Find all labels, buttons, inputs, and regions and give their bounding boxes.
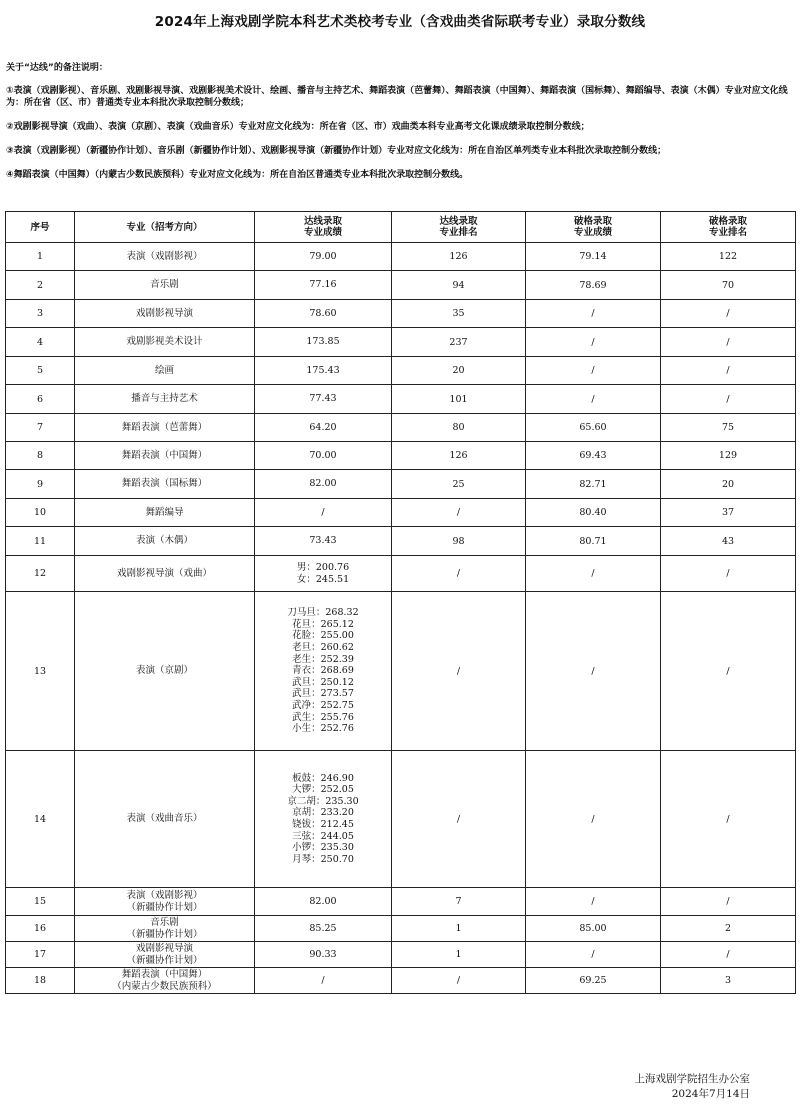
cell-rank: 20 [392,357,526,385]
notes-section [6,62,792,181]
footer-org: 上海戏剧学院招生办公室 [634,1073,750,1085]
cell-no: 16 [6,916,75,942]
cell-exception-score: / [526,592,661,751]
header-exception-score: 破格录取 专业成绩 [526,212,661,243]
cell-no: 12 [6,556,75,592]
cell-exception-rank: 20 [661,470,796,499]
cell-major: 戏剧影视美术设计 [75,328,255,357]
cell-score: 77.43 [255,385,392,414]
cell-no: 11 [6,527,75,556]
cell-score: 90.33 [255,942,392,968]
cell-no: 3 [6,300,75,328]
cell-major: 播音与主持艺术 [75,385,255,414]
cell-major: 戏剧影视导演（戏曲） [75,556,255,592]
table-row [6,442,796,470]
cell-exception-score: / [526,556,661,592]
cell-no: 14 [6,751,75,888]
cell-exception-score: / [526,300,661,328]
table-row [6,751,796,888]
cell-rank: / [392,592,526,751]
cell-rank: / [392,751,526,888]
cell-exception-score: / [526,357,661,385]
cell-exception-rank: / [661,942,796,968]
cell-exception-score: 65.60 [526,414,661,442]
cell-exception-rank: / [661,592,796,751]
cell-score: 板鼓：246.90 大锣：252.05 京二胡：235.30 京胡：233.20 铙钹：212.45 三弦：244.05 小锣：235.30 月琴：250.70 [255,751,392,888]
table-row [6,916,796,942]
cell-exception-score: 80.40 [526,499,661,527]
cell-major: 表演（戏剧影视） [75,243,255,271]
table-row [6,243,796,271]
cell-exception-rank: / [661,357,796,385]
cell-score: / [255,499,392,527]
header-score: 达线录取 专业成绩 [255,212,392,243]
note-item-1: ①表演（戏剧影视）、音乐剧、戏剧影视导演、戏剧影视美术设计、绘画、播音与主持艺术、舞蹈表演（芭蕾舞）、舞蹈表演（中国舞）、舞蹈表演（国标舞）、舞蹈编导、表演（木偶）专业对应文化线为：所在省（区、市）普通类专业本科批次录取控制分数线； [6,86,788,108]
cell-exception-score: 78.69 [526,271,661,300]
cell-score: 78.60 [255,300,392,328]
cell-major: 舞蹈表演（中国舞） [75,442,255,470]
cell-major: 音乐剧 （新疆协作计划） [75,916,255,942]
cell-score: 82.00 [255,470,392,499]
cell-score: 77.16 [255,271,392,300]
cell-exception-rank: 129 [661,442,796,470]
table-row [6,414,796,442]
cell-rank: 237 [392,328,526,357]
cell-no: 10 [6,499,75,527]
table-row [6,592,796,751]
cell-major: 绘画 [75,357,255,385]
cell-score: 70.00 [255,442,392,470]
cell-rank: 126 [392,243,526,271]
header-no: 序号 [6,212,75,243]
table-row [6,968,796,994]
cell-score: 79.00 [255,243,392,271]
cell-exception-rank: / [661,888,796,916]
cell-no: 4 [6,328,75,357]
table-row [6,385,796,414]
table-row [6,942,796,968]
cell-rank: 35 [392,300,526,328]
cell-rank: / [392,556,526,592]
cell-exception-rank: 2 [661,916,796,942]
cell-score: 男：200.76 女：245.51 [255,556,392,592]
cell-rank: 98 [392,527,526,556]
cell-exception-score: 80.71 [526,527,661,556]
notes-heading: 关于“达线”的备注说明： [6,63,108,73]
cell-no: 1 [6,243,75,271]
table-row [6,300,796,328]
cell-no: 17 [6,942,75,968]
cell-score: 82.00 [255,888,392,916]
cell-rank: 94 [392,271,526,300]
cell-score: 175.43 [255,357,392,385]
cell-major: 表演（戏曲音乐） [75,751,255,888]
footer-date: 2024年7月14日 [671,1088,750,1100]
cell-no: 2 [6,271,75,300]
table-row [6,271,796,300]
cell-major: 戏剧影视导演 [75,300,255,328]
cell-major: 表演（木偶） [75,527,255,556]
cell-score: 73.43 [255,527,392,556]
cell-major: 舞蹈表演（国标舞） [75,470,255,499]
page-title: 2024年上海戏剧学院本科艺术类校考专业（含戏曲类省际联考专业）录取分数线 [154,14,646,30]
cell-major: 舞蹈表演（中国舞） （内蒙古少数民族预科） [75,968,255,994]
note-item-3: ③表演（戏剧影视）（新疆协作计划）、音乐剧（新疆协作计划）、戏剧影视导演（新疆协作计划）专业对应文化线为：所在自治区单列类专业本科批次录取控制分数线； [6,146,667,156]
cell-score: / [255,968,392,994]
cell-no: 18 [6,968,75,994]
cell-exception-score: 69.25 [526,968,661,994]
cell-rank: 7 [392,888,526,916]
table-body [6,243,796,994]
cell-exception-rank: 43 [661,527,796,556]
table-row [6,556,796,592]
cell-rank: 25 [392,470,526,499]
cell-rank: 101 [392,385,526,414]
cell-exception-score: 85.00 [526,916,661,942]
note-item-4: ④舞蹈表演（中国舞）（内蒙古少数民族预科）专业对应文化线为：所在自治区普通类专业本科批次录取控制分数线。 [6,170,469,180]
cell-major: 舞蹈编导 [75,499,255,527]
score-table [5,211,796,994]
table-row [6,888,796,916]
cell-score: 64.20 [255,414,392,442]
cell-exception-score: / [526,385,661,414]
cell-exception-rank: 3 [661,968,796,994]
cell-no: 8 [6,442,75,470]
cell-no: 15 [6,888,75,916]
cell-exception-rank: 37 [661,499,796,527]
cell-rank: / [392,968,526,994]
cell-major: 舞蹈表演（芭蕾舞） [75,414,255,442]
table-row [6,470,796,499]
cell-exception-score: 79.14 [526,243,661,271]
cell-no: 9 [6,470,75,499]
cell-major: 音乐剧 [75,271,255,300]
cell-exception-rank: 70 [661,271,796,300]
cell-rank: 1 [392,916,526,942]
table-header-row [6,212,796,243]
header-major: 专业（招考方向） [75,212,255,243]
header-rank: 达线录取 专业排名 [392,212,526,243]
cell-exception-rank: / [661,556,796,592]
cell-exception-score: / [526,751,661,888]
cell-major: 表演（戏剧影视） （新疆协作计划） [75,888,255,916]
cell-rank: / [392,499,526,527]
cell-exception-score: 82.71 [526,470,661,499]
cell-exception-rank: 122 [661,243,796,271]
note-item-2: ②戏剧影视导演（戏曲）、表演（京剧）、表演（戏曲音乐）专业对应文化线为：所在省（区、市）戏曲类本科专业高考文化课成绩录取控制分数线； [6,122,590,132]
cell-no: 7 [6,414,75,442]
cell-rank: 1 [392,942,526,968]
cell-exception-score: / [526,328,661,357]
cell-exception-rank: / [661,385,796,414]
cell-exception-score: / [526,888,661,916]
cell-score: 85.25 [255,916,392,942]
header-exception-rank: 破格录取 专业排名 [661,212,796,243]
cell-exception-score: / [526,942,661,968]
cell-exception-score: 69.43 [526,442,661,470]
cell-exception-rank: / [661,751,796,888]
table-row [6,527,796,556]
table-row [6,328,796,357]
table-row [6,357,796,385]
cell-exception-rank: / [661,300,796,328]
cell-score: 173.85 [255,328,392,357]
cell-major: 戏剧影视导演 （新疆协作计划） [75,942,255,968]
cell-no: 6 [6,385,75,414]
cell-rank: 80 [392,414,526,442]
cell-rank: 126 [392,442,526,470]
table-row [6,499,796,527]
cell-no: 13 [6,592,75,751]
cell-major: 表演（京剧） [75,592,255,751]
cell-no: 5 [6,357,75,385]
cell-exception-rank: 75 [661,414,796,442]
cell-exception-rank: / [661,328,796,357]
cell-score: 刀马旦：268.32 花旦：265.12 花脸：255.00 老旦：260.62 老生：252.39 青衣：268.69 武旦：250.12 武旦：273.57 武净：252.75 武生：255.76 小生：252.76 [255,592,392,751]
